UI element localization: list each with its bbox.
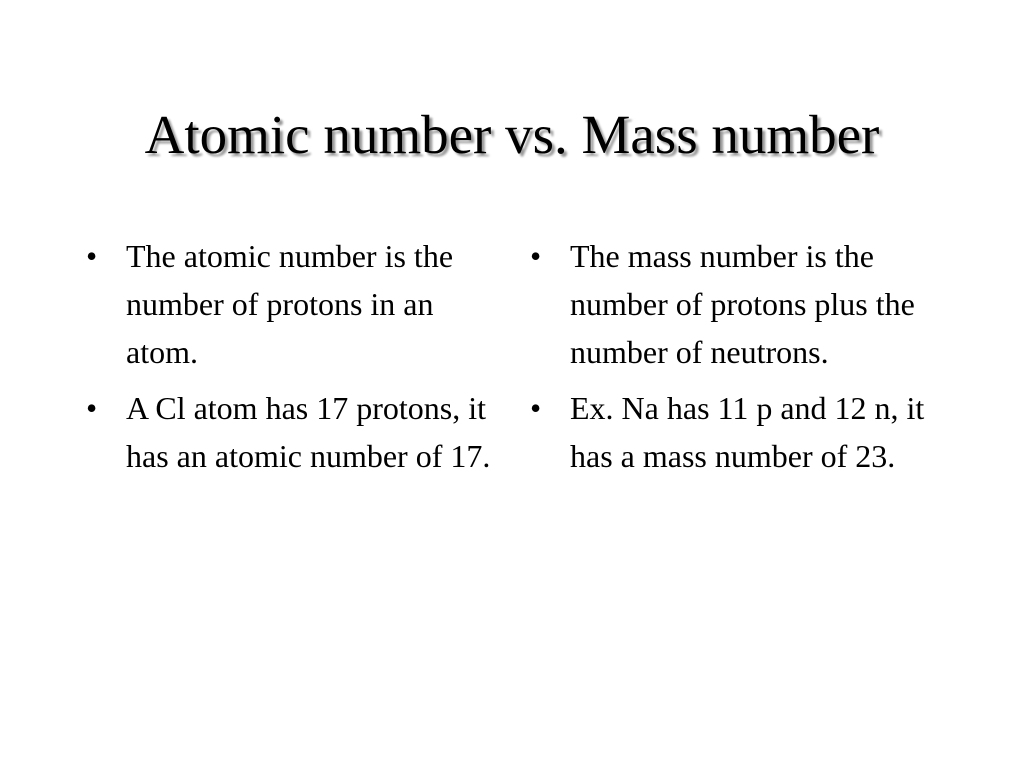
left-bullet-1: • The atomic number is the number of protons in an atom. [82, 232, 497, 376]
right-column-list [526, 232, 936, 488]
left-bullet-2: • A Cl atom has 17 protons, it has an atomic number of 17. [82, 384, 497, 480]
right-bullet-1: • The mass number is the number of protons plus the number of neutrons. [526, 232, 936, 376]
right-bullet-2: • Ex. Na has 11 p and 12 n, it has a mass number of 23. [526, 384, 936, 480]
left-column-list [82, 232, 497, 488]
slide-title: Atomic number vs. Mass number [144, 104, 880, 165]
